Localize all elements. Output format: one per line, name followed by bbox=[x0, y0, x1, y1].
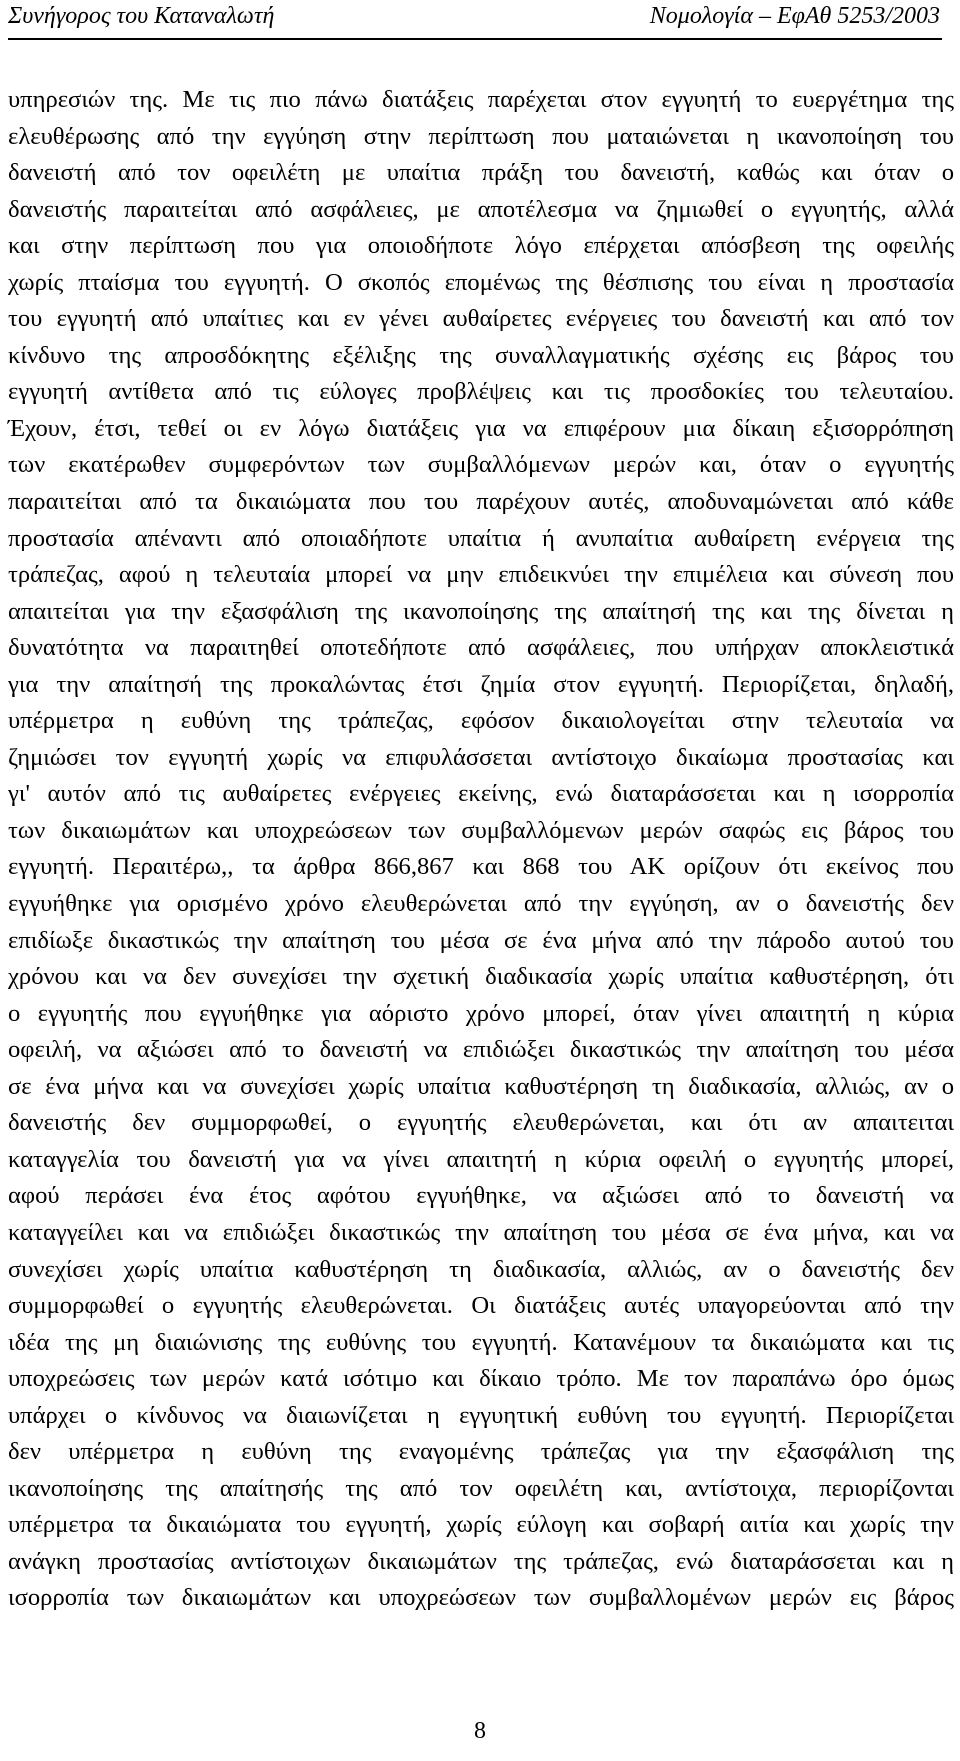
body-line: υπέρμετρα τα δικαιώματα του εγγυητή, χωρίς εύλογη και σοβαρή αιτία και χωρίς την bbox=[8, 1511, 954, 1539]
header-publisher: Συνήγορος του Καταναλωτή bbox=[8, 3, 275, 29]
body-line: για την απαίτησή της προκαλώντας έτσι ζημία στον εγγυητή. Περιορίζεται, δηλαδή, bbox=[8, 670, 954, 698]
body-line: υπηρεσιών της. Με τις πιο πάνω διατάξεις παρέχεται στον εγγυητή το ευεργέτημα της bbox=[8, 86, 954, 113]
body-line: οφειλή, να αξιώσει από το δανειστή να επιδιώξει δικαστικώς την απαίτηση του μέσα bbox=[8, 1036, 954, 1064]
body-line: προστασία απέναντι από οποιαδήποτε υπαίτια ή ανυπαίτια αυθαίρετη ενέργεια της bbox=[8, 524, 954, 552]
body-line: σε ένα μήνα και να συνεχίσει χωρίς υπαίτια καθυστέρηση τη διαδικασία, αλλιώς, αν ο bbox=[8, 1072, 954, 1100]
body-line: και στην περίπτωση που για οποιοδήποτε λόγο επέρχεται απόσβεση της οφειλής bbox=[8, 232, 954, 260]
body-line: ελευθέρωσης από την εγγύηση στην περίπτωση που ματαιώνεται η ικανοποίηση του bbox=[8, 122, 954, 150]
body-line: δανειστής δεν συμμορφωθεί, ο εγγυητής ελευθερώνεται, και ότι αν απαιτειται bbox=[8, 1109, 954, 1137]
body-line: των δικαιωμάτων και υποχρεώσεων των συμβαλλόμενων μερών σαφώς εις βάρος του bbox=[8, 816, 954, 844]
body-line: του εγγυητή από υπαίτιες και εν γένει αυθαίρετες ενέργειες του δανειστή και από τον bbox=[8, 305, 954, 333]
running-header bbox=[0, 0, 960, 40]
body-text bbox=[8, 82, 954, 1617]
body-line: υπάρχει ο κίνδυνος να διαιωνίζεται η εγγυητική ευθύνη του εγγυητή. Περιορίζεται bbox=[8, 1401, 954, 1429]
body-line: εγγυήθηκε για ορισμένο χρόνο ελευθερώνεται από την εγγύηση, αν ο δανειστής δεν bbox=[8, 890, 954, 918]
body-line: αφού περάσει ένα έτος αφότου εγγυήθηκε, να αξιώσει από το δανειστή να bbox=[8, 1182, 954, 1210]
body-line: τράπεζας, αφού η τελευταία μπορεί να μην επιδεικνύει την επιμέλεια και σύνεση που bbox=[8, 561, 954, 589]
body-line: εγγυητή αντίθετα από τις εύλογες προβλέψεις και τις προσδοκίες του τελευταίου. bbox=[8, 378, 954, 406]
body-line: ιδέα της μη διαιώνισης της ευθύνης του εγγυητή. Κατανέμουν τα δικαιώματα και τις bbox=[8, 1328, 954, 1356]
body-line: χρόνου και να δεν συνεχίσει την σχετική διαδικασία χωρίς υπαίτια καθυστέρηση, ότι bbox=[8, 963, 954, 991]
body-line: παραιτείται από τα δικαιώματα που του παρέχουν αυτές, αποδυναμώνεται από κάθε bbox=[8, 488, 954, 516]
body-line: Έχουν, έτσι, τεθεί οι εν λόγω διατάξεις για να επιφέρουν μια δίκαιη εξισορρόπηση bbox=[8, 414, 954, 442]
body-line: εγγυητή. Περαιτέρω,, τα άρθρα 866,867 και 868 του ΑΚ ορίζουν ότι εκείνος που bbox=[8, 853, 954, 881]
body-line: χωρίς πταίσμα του εγγυητή. Ο σκοπός επομένως της θέσπισης του είναι η προστασία bbox=[8, 268, 954, 296]
body-line: ικανοποίησης της απαίτησής της από τον οφειλέτη και, αντίστοιχα, περιορίζονται bbox=[8, 1474, 954, 1502]
body-line: δανειστής παραιτείται από ασφάλειες, με αποτέλεσμα να ζημιωθεί ο εγγυητής, αλλά bbox=[8, 195, 954, 223]
body-line: κίνδυνο της απροσδόκητης εξέλιξης της συναλλαγματικής σχέσης εις βάρος του bbox=[8, 341, 954, 369]
body-line: καταγγελία του δανειστή για να γίνει απαιτητή η κύρια οφειλή ο εγγυητής μπορεί, bbox=[8, 1145, 954, 1173]
body-line: απαιτείται για την εξασφάλιση της ικανοποίησης της απαίτησή της και της δίνεται η bbox=[8, 597, 954, 625]
body-line: γι' αυτόν από τις αυθαίρετες ενέργειες εκείνης, ενώ διαταράσσεται και η ισορροπία bbox=[8, 780, 954, 808]
body-line: ανάγκη προστασίας αντίστοιχων δικαιωμάτων της τράπεζας, ενώ διαταράσσεται και η bbox=[8, 1547, 954, 1575]
page-number: 8 bbox=[474, 1718, 486, 1744]
body-line: ο εγγυητής που εγγυήθηκε για αόριστο χρόνο μπορεί, όταν γίνει απαιτητή η κύρια bbox=[8, 999, 954, 1027]
body-line: δυνατότητα να παραιτηθεί οποτεδήποτε από ασφάλειες, που υπήρχαν αποκλειστικά bbox=[8, 634, 954, 662]
body-line: συνεχίσει χωρίς υπαίτια καθυστέρηση τη διαδικασία, αλλιώς, αν ο δανειστής δεν bbox=[8, 1255, 954, 1283]
body-line: των εκατέρωθεν συμφερόντων των συμβαλλόμενων μερών και, όταν ο εγγυητής bbox=[8, 451, 954, 479]
body-line: υποχρεώσεις των μερών κατά ισότιμο και δίκαιο τρόπο. Με τον παραπάνω όρο όμως bbox=[8, 1365, 954, 1393]
body-line: συμμορφωθεί ο εγγυητής ελευθερώνεται. Οι διατάξεις αυτές υπαγορεύονται από την bbox=[8, 1292, 954, 1320]
body-line: καταγγείλει και να επιδιώξει δικαστικώς την απαίτηση του μέσα σε ένα μήνα, και να bbox=[8, 1218, 954, 1246]
header-case-reference: Νομολογία – ΕφΑθ 5253/2003 bbox=[649, 3, 940, 29]
header-rule bbox=[8, 38, 942, 40]
body-line: δεν υπέρμετρα η ευθύνη της εναγομένης τράπεζας για την εξασφάλιση της bbox=[8, 1438, 954, 1466]
body-line: δανειστή από τον οφειλέτη με υπαίτια πράξη του δανειστή, καθώς και όταν ο bbox=[8, 159, 954, 187]
body-line: υπέρμετρα η ευθύνη της τράπεζας, εφόσον δικαιολογείται στην τελευταία να bbox=[8, 707, 954, 735]
body-line: επιδίωξε δικαστικώς την απαίτηση του μέσα σε ένα μήνα από την πάροδο αυτού του bbox=[8, 926, 954, 954]
body-line: ισορροπία των δικαιωμάτων και υποχρεώσεων των συμβαλλομένων μερών εις βάρος bbox=[8, 1584, 954, 1612]
body-line: ζημιώσει τον εγγυητή χωρίς να επιφυλάσσεται αντίστοιχο δικαίωμα προστασίας και bbox=[8, 743, 954, 771]
